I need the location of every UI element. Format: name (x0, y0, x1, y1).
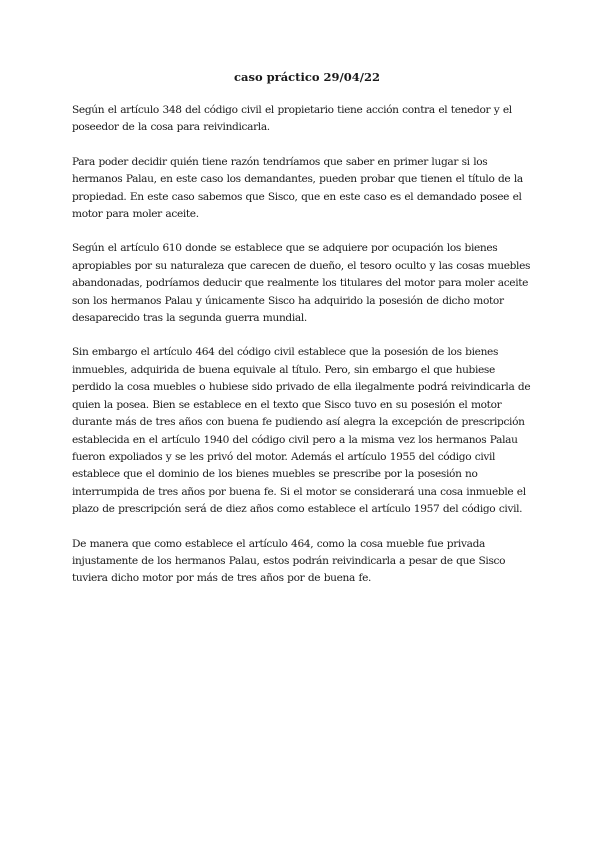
document-page (72, 70, 534, 605)
document-title: caso práctico 29/04/22 (234, 70, 380, 84)
paragraph-3: Según el artículo 610 donde se establece que se adquiere por ocupación los bienes apropiables por su naturaleza que carecen de dueño, el tesoro oculto y las cosas muebles abandonadas, podríamos deducir que realmente los titulares del motor para moler aceite son los hermanos Palau y únicamente Sisco ha adquirido la posesión de dicho motor desaparecido tras la segunda guerra mundial. (72, 242, 531, 325)
paragraph-4: Sin embargo el artículo 464 del código civil establece que la posesión de los bienes inmuebles, adquirida de buena equivale al título. Pero, sin embargo el que hubiese perdido la cosa muebles o hubiese sido privado de ella ilegalmente podrá reivindicarla de quien la posea. Bien se establece en el texto que Sisco tuvo en su posesión el motor durante más de tres años con buena fe pudiendo así alegra la excepción de prescripción establecida en el artículo 1940 del código civil pero a la misma vez los hermanos Palau fueron expoliados y se les privó del motor. Además el artículo 1955 del código civil establece que el dominio de los bienes muebles se prescribe por la posesión no interrumpida de tres años por buena fe. Si el motor se considerará una cosa inmueble el plazo de prescripción será de diez años como establece el artículo 1957 del código civil. (72, 346, 531, 516)
paragraph-1: Según el artículo 348 del código civil el propietario tiene acción contra el tenedor y el poseedor de la cosa para reivindicarla. (72, 104, 512, 134)
paragraph-5: De manera que como establece el artículo 464, como la cosa mueble fue privada injustamente de los hermanos Palau, estos podrán reivindicarla a pesar de que Sisco tuviera dicho motor por más de tres años por de buena fe. (72, 537, 506, 585)
paragraph-2: Para poder decidir quién tiene razón tendríamos que saber en primer lugar si los hermanos Palau, en este caso los demandantes, pueden probar que tienen el título de la propiedad. En este caso sabemos que Sisco, que en este caso es el demandado posee el motor para moler aceite. (72, 155, 523, 221)
